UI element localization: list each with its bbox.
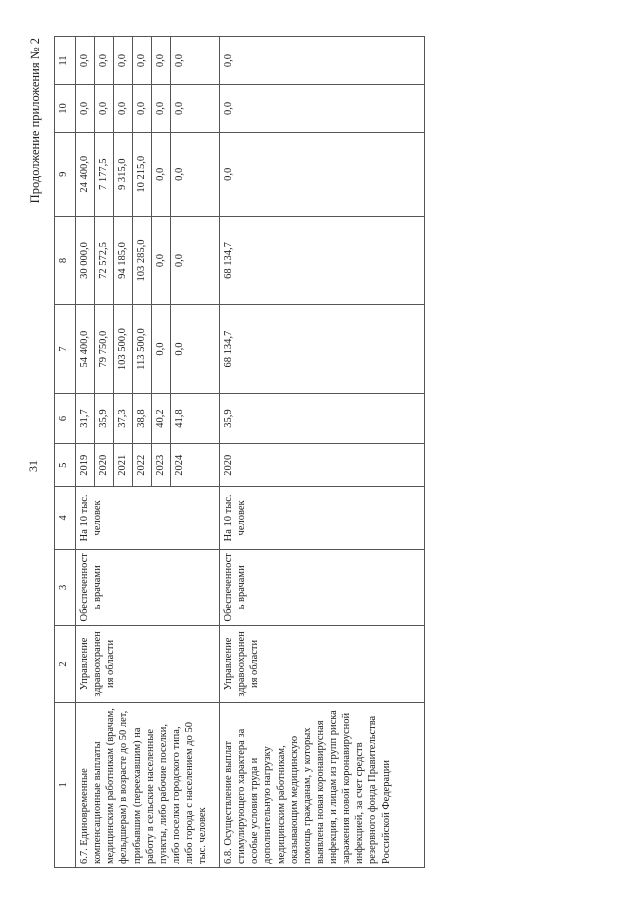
value-cell: 10 215,0 bbox=[133, 132, 152, 216]
value-cell: 40,2 bbox=[152, 393, 171, 443]
value-cell: 0,0 bbox=[152, 85, 171, 133]
year-cell: 2024 bbox=[171, 444, 220, 487]
indicator-cell: Обеспеченность врачами bbox=[220, 549, 425, 626]
value-cell: 0,0 bbox=[220, 37, 425, 85]
col-header: 6 bbox=[55, 393, 76, 443]
value-cell: 30 000,0 bbox=[76, 216, 95, 305]
value-cell: 113 500,0 bbox=[133, 305, 152, 394]
page-number: 31 bbox=[26, 460, 40, 472]
col-header: 2 bbox=[55, 626, 76, 703]
value-cell: 7 177,5 bbox=[95, 132, 114, 216]
value-cell: 35,9 bbox=[220, 393, 425, 443]
value-cell: 0,0 bbox=[95, 37, 114, 85]
value-cell: 0,0 bbox=[114, 37, 133, 85]
value-cell: 0,0 bbox=[133, 37, 152, 85]
value-cell: 94 185,0 bbox=[114, 216, 133, 305]
header-row bbox=[55, 37, 76, 868]
measure-description: 6.7. Единовременные компенсационные выплаты медицинским работникам (врачам, фельдшерам) в возрасте до 50 лет, прибывшим (переехавшим) на работу в сельские населенные пункты, либо рабочие поселки, либо поселки городского типа, либо города с населением до 50 тыс. человек bbox=[76, 702, 220, 867]
year-cell: 2020 bbox=[220, 444, 425, 487]
value-cell: 0,0 bbox=[220, 85, 425, 133]
value-cell: 68 134,7 bbox=[220, 216, 425, 305]
col-header: 10 bbox=[55, 85, 76, 133]
program-table bbox=[54, 36, 425, 868]
value-cell: 72 572,5 bbox=[95, 216, 114, 305]
value-cell: 0,0 bbox=[171, 216, 220, 305]
value-cell: 0,0 bbox=[114, 85, 133, 133]
col-header: 11 bbox=[55, 37, 76, 85]
value-cell: 0,0 bbox=[76, 85, 95, 133]
value-cell: 0,0 bbox=[133, 85, 152, 133]
value-cell: 0,0 bbox=[152, 305, 171, 394]
col-header: 8 bbox=[55, 216, 76, 305]
value-cell: 38,8 bbox=[133, 393, 152, 443]
year-cell: 2020 bbox=[95, 444, 114, 487]
col-header: 4 bbox=[55, 487, 76, 549]
value-cell: 24 400,0 bbox=[76, 132, 95, 216]
executor-cell: Управление здравоохранения области bbox=[220, 626, 425, 703]
value-cell: 0,0 bbox=[152, 37, 171, 85]
executor-cell: Управление здравоохранения области bbox=[76, 626, 220, 703]
year-cell: 2023 bbox=[152, 444, 171, 487]
value-cell: 103 285,0 bbox=[133, 216, 152, 305]
col-header: 5 bbox=[55, 444, 76, 487]
rotated-sheet bbox=[18, 22, 618, 882]
col-header: 3 bbox=[55, 549, 76, 626]
value-cell: 0,0 bbox=[152, 132, 171, 216]
value-cell: 31,7 bbox=[76, 393, 95, 443]
col-header: 1 bbox=[55, 702, 76, 867]
table-row bbox=[220, 37, 425, 868]
value-cell: 79 750,0 bbox=[95, 305, 114, 394]
indicator-cell: Обеспеченность врачами bbox=[76, 549, 220, 626]
year-cell: 2021 bbox=[114, 444, 133, 487]
value-cell: 35,9 bbox=[95, 393, 114, 443]
value-cell: 37,3 bbox=[114, 393, 133, 443]
value-cell: 0,0 bbox=[171, 85, 220, 133]
value-cell: 0,0 bbox=[95, 85, 114, 133]
unit-cell: На 10 тыс. человек bbox=[220, 487, 425, 549]
table-row bbox=[76, 37, 95, 868]
unit-cell: На 10 тыс. человек bbox=[76, 487, 220, 549]
value-cell: 68 134,7 bbox=[220, 305, 425, 394]
year-cell: 2019 bbox=[76, 444, 95, 487]
measure-description: 6.8. Осуществление выплат стимулирующего характера за особые условия труда и дополнительную нагрузку медицинским работникам, оказывающим медицинскую помощь гражданам, у которых выявлена новая коронавирусная инфекция, и лицам из групп риска заражения новой коронавирусной инфекцией, за счет средств резервного фонда Правительства Российской Федерации bbox=[220, 702, 425, 867]
year-cell: 2022 bbox=[133, 444, 152, 487]
value-cell: 0,0 bbox=[171, 132, 220, 216]
value-cell: 0,0 bbox=[220, 132, 425, 216]
value-cell: 103 500,0 bbox=[114, 305, 133, 394]
col-header: 9 bbox=[55, 132, 76, 216]
value-cell: 0,0 bbox=[171, 305, 220, 394]
value-cell: 0,0 bbox=[76, 37, 95, 85]
col-header: 7 bbox=[55, 305, 76, 394]
value-cell: 0,0 bbox=[171, 37, 220, 85]
value-cell: 0,0 bbox=[152, 216, 171, 305]
continuation-note: Продолжение приложения № 2 bbox=[28, 38, 42, 204]
value-cell: 9 315,0 bbox=[114, 132, 133, 216]
value-cell: 41,8 bbox=[171, 393, 220, 443]
value-cell: 54 400,0 bbox=[76, 305, 95, 394]
